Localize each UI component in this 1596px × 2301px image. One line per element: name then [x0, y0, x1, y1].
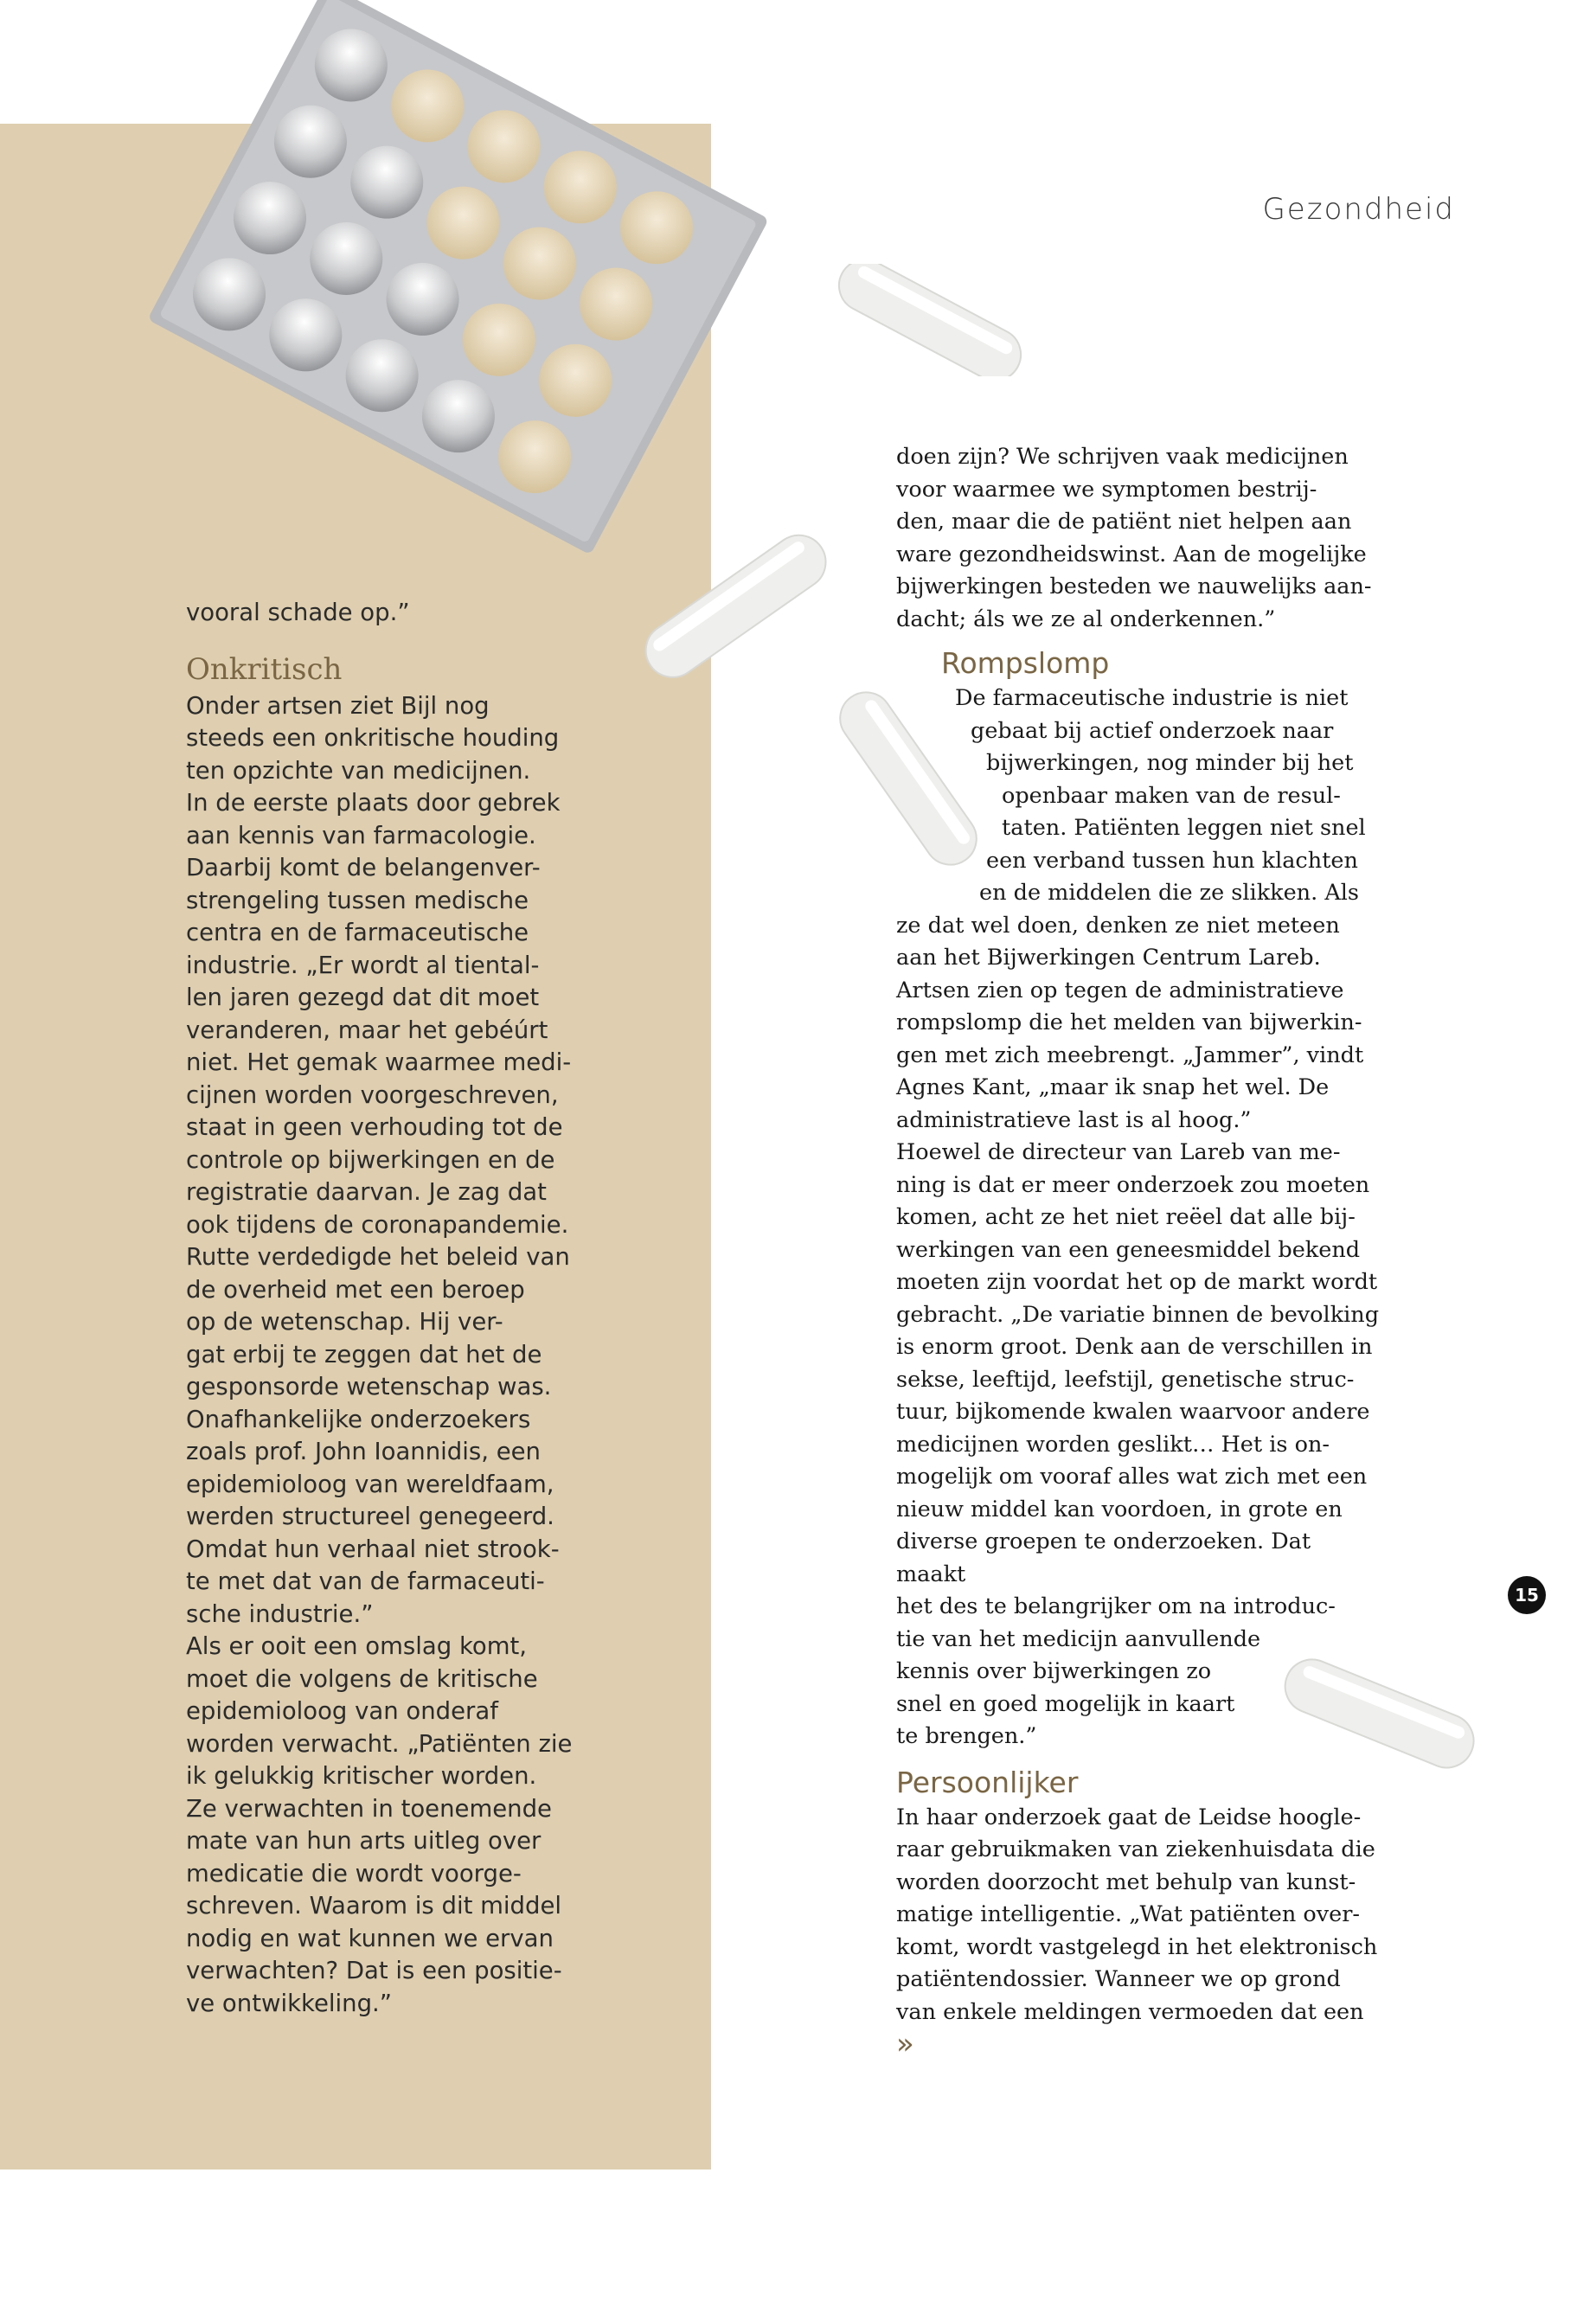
capsule-image [822, 264, 1038, 376]
capsule-image [623, 523, 848, 688]
right-column [896, 441, 1381, 2064]
section-label: Gezondheid [1262, 192, 1455, 227]
left-body: Onder artsen ziet Bijl nog steeds een onkritische houding ten opzichte van medicijnen. In de eerste plaats door gebrek aan kennis van farmacologie. Daarbij komt de belangenver- strengeling tussen medische centra en de farmaceutische industrie. „Er wordt al tiental- len jaren gezegd dat dit moet veranderen, maar het gebéúrt niet. Het gemak waarmee medi- cijnen worden voorgeschreven, staat in geen verhouding tot de controle op bijwerkingen en de registratie daarvan. Je zag dat ook tijdens de coronapandemie. Rutte verdedigde het beleid van de overheid met een beroep op de wetenschap. Hij ver- gat erbij te zeggen dat het de gesponsorde wetenschap was. Onafhankelijke onderzoekers zoals prof. John Ioannidis, een epidemioloog van wereldfaam, werden structureel genegeerd. Omdat hun verhaal niet strook- te met dat van de farmaceuti- sche industrie.” Als er ooit een omslag komt, moet die volgens de kritische epidemioloog van onderaf worden verwacht. „Patiënten zie ik gelukkig kritischer worden. Ze verwachten in toenemende mate van hun arts uitleg over medicatie die wordt voorge- schreven. Waarom is dit middel nodig en wat kunnen we ervan verwachten? Dat is een positie- ve ontwikkeling.” [186, 691, 573, 2017]
right-body-1: ze dat wel doen, denken ze niet meteen aan het Bijwerkingen Centrum Lareb. Artsen zien op tegen de administratieve rompslomp die het melden van bijwerkin- gen met zich meebrengt. „Jammer”, vindt Agnes Kant, „maar ik snap het wel. De administratieve last is al hoog.” Hoewel de directeur van Lareb van me- ning is dat er meer onderzoek zou moeten komen, acht ze het niet reëel dat alle bij- werkingen van een geneesmiddel bekend moeten zijn voordat het op de markt wordt gebracht. „De variatie binnen de bevolking is enorm groot. Denk aan de verschillen in sekse, leeftijd, leefstijl, genetische struc- tuur, bijkomende kwalen waarvoor andere medicijnen worden geslikt… Het is on- mogelijk om vooraf alles wat zich met een nieuw middel kan voordoen, in grote en diverse groepen te onderzoeken. Dat maakt het des te belangrijker om na introduc- tie van het medicijn aanvullende kennis over bijwerkingen zo snel en goed mogelijk in kaart te brengen.” [896, 912, 1380, 1749]
text-line: een verband tussen hun klachten [986, 847, 1358, 874]
right-body-2-text: In haar onderzoek gaat de Leidse hoogle- raar gebruikmaken van ziekenhuisdata die worden doorzocht met behulp van kunst- matige intelligentie. „Wat patiënten over- komt, wordt vastgelegd in het elektronisch patiëntendossier. Wanneer we op grond van enkele meldingen vermoeden dat een [896, 1804, 1378, 2025]
text-line: gebaat bij actief onderzoek naar [971, 717, 1334, 744]
heading-rompslomp: Rompslomp [941, 646, 1110, 680]
left-column [186, 597, 601, 2020]
heading-onkritisch: Onkritisch [186, 651, 343, 687]
text-line: De farmaceutische industrie is niet [955, 685, 1349, 711]
text-line: openbaar maken van de resul- [1002, 782, 1341, 809]
text-line: taten. Patiënten leggen niet snel [1002, 815, 1366, 841]
text-line: en de middelen die ze slikken. Als [979, 880, 1359, 906]
heading-persoonlijker: Persoonlijker [896, 1765, 1079, 1799]
continue-arrow-icon: » [896, 2027, 914, 2061]
right-intro: doen zijn? We schrijven vaak medicijnen voor waarmee we symptomen bestrij- den, maar die de patiënt niet helpen aan ware gezondheidswinst. Aan de mogelijke bijwerkingen besteden we nauwelijks aan- dacht; áls we ze al onderkennen.” [896, 444, 1372, 632]
indented-paragraph [896, 683, 1381, 910]
right-body-2 [896, 1802, 1381, 2064]
lead-text: vooral schade op.” [186, 599, 410, 626]
text-line: bijwerkingen, nog minder bij het [986, 750, 1354, 776]
page-number: 15 [1508, 1576, 1546, 1614]
